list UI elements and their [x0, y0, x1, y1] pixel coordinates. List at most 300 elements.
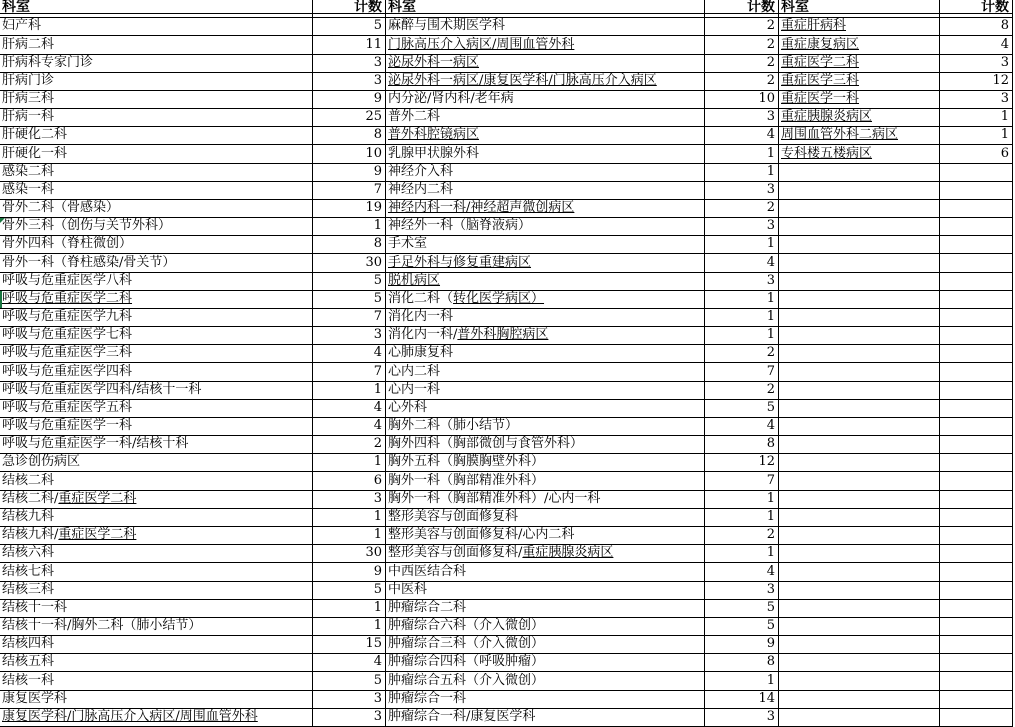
dept-label: 胸外二科（肺小结节） [388, 418, 519, 434]
dept-label: 心内二科 [388, 363, 441, 379]
count-cell[interactable]: 3 [705, 182, 779, 200]
count-cell[interactable]: 3 [705, 273, 779, 291]
count-cell[interactable]: 1 [313, 382, 386, 400]
dept-cell[interactable] [0, 691, 313, 709]
count-cell[interactable] [940, 472, 1013, 490]
dept-cell[interactable] [779, 618, 940, 636]
selection-bar [0, 291, 2, 308]
count-cell[interactable]: 4 [313, 654, 386, 672]
dept-cell[interactable] [386, 164, 705, 182]
count-cell[interactable]: 4 [705, 254, 779, 272]
dept-label: 中西医结合科 [388, 563, 467, 579]
dept-cell[interactable] [386, 618, 705, 636]
count-cell[interactable] [940, 436, 1013, 454]
dept-cell[interactable] [0, 164, 313, 182]
dept-cell[interactable] [386, 218, 705, 236]
dept-label: 呼吸与危重症医学四科/结核十一科 [2, 381, 202, 397]
dept-cell[interactable] [779, 55, 940, 73]
dept-label: 中医科 [388, 581, 428, 597]
dept-cell[interactable] [779, 709, 940, 727]
count-cell[interactable]: 3 [705, 709, 779, 727]
dept-cell[interactable] [779, 363, 940, 381]
count-cell[interactable]: 4 [705, 418, 779, 436]
dept-label: 结核七科 [2, 563, 55, 579]
dept-label: 手术室 [388, 236, 428, 252]
dept-cell[interactable] [0, 291, 313, 309]
dept-label: 肝病门诊 [2, 72, 55, 88]
dept-cell[interactable] [0, 418, 313, 436]
count-cell[interactable] [940, 454, 1013, 472]
count-cell[interactable] [940, 164, 1013, 182]
dept-label: 重症胰腺炎病区 [781, 109, 873, 125]
dept-cell[interactable] [779, 345, 940, 363]
dept-cell[interactable] [779, 291, 940, 309]
dept-label: 呼吸与危重症医学七科 [2, 327, 133, 343]
count-cell[interactable] [940, 509, 1013, 527]
count-cell[interactable]: 30 [313, 545, 386, 563]
dept-cell[interactable] [386, 182, 705, 200]
dept-cell[interactable] [0, 273, 313, 291]
dept-label: 结核三科 [2, 581, 55, 597]
count-cell[interactable] [940, 600, 1013, 618]
count-cell[interactable] [940, 709, 1013, 727]
dept-cell[interactable] [0, 145, 313, 163]
dept-cell[interactable] [0, 382, 313, 400]
dept-label: 泌尿外科一病区 [388, 54, 480, 70]
dept-cell[interactable] [0, 109, 313, 127]
count-cell[interactable]: 2 [705, 36, 779, 54]
count-cell[interactable] [940, 400, 1013, 418]
count-cell[interactable]: 5 [313, 672, 386, 690]
count-cell[interactable]: 2 [705, 345, 779, 363]
count-cell[interactable]: 1 [313, 618, 386, 636]
dept-cell[interactable] [0, 509, 313, 527]
dept-column-header[interactable]: 科室 [0, 0, 313, 18]
dept-cell[interactable] [386, 636, 705, 654]
count-column-header[interactable]: 计数 [940, 0, 1013, 18]
dept-cell[interactable] [779, 600, 940, 618]
dept-label: 胸外四科（胸部微创与食管外科） [388, 436, 584, 452]
dept-label: 重症康复病区 [781, 36, 860, 52]
dept-cell[interactable] [386, 527, 705, 545]
dept-label: 整形美容与创面修复科 [388, 508, 519, 524]
dept-cell[interactable] [386, 145, 705, 163]
dept-cell[interactable] [779, 472, 940, 490]
count-cell[interactable] [940, 382, 1013, 400]
dept-cell[interactable] [386, 454, 705, 472]
dept-cell[interactable] [0, 182, 313, 200]
dept-label: 整形美容与创面修复科/心内二科 [388, 527, 575, 543]
dept-cell[interactable] [779, 127, 940, 145]
count-cell[interactable] [940, 236, 1013, 254]
dept-label: 肿瘤综合三科（介入微创） [388, 636, 545, 652]
dept-label: 重症肝病科 [781, 18, 847, 34]
dept-label: 神经外一科（脑脊液病） [388, 218, 532, 234]
dept-label: 呼吸与危重症医学九科 [2, 309, 133, 325]
dept-cell[interactable] [386, 127, 705, 145]
count-cell[interactable]: 5 [313, 273, 386, 291]
count-cell[interactable]: 9 [313, 164, 386, 182]
dept-cell[interactable] [0, 18, 313, 36]
count-cell[interactable]: 1 [705, 491, 779, 509]
count-cell[interactable] [940, 582, 1013, 600]
dept-label: 肝病二科 [2, 36, 55, 52]
dept-cell[interactable] [0, 345, 313, 363]
count-cell[interactable] [940, 654, 1013, 672]
dept-cell[interactable] [0, 127, 313, 145]
dept-cell[interactable] [0, 654, 313, 672]
count-cell[interactable] [940, 527, 1013, 545]
count-cell[interactable]: 1 [705, 672, 779, 690]
dept-label: 神经内科一科/神经超声微创病区 [388, 200, 575, 216]
dept-cell[interactable] [779, 18, 940, 36]
count-cell[interactable]: 2 [705, 55, 779, 73]
count-column-header[interactable]: 计数 [705, 0, 779, 18]
count-cell[interactable]: 3 [940, 55, 1013, 73]
count-cell[interactable]: 3 [313, 327, 386, 345]
count-cell[interactable]: 8 [705, 436, 779, 454]
dept-label: 妇产科 [2, 18, 42, 34]
count-cell[interactable]: 5 [313, 18, 386, 36]
count-cell[interactable]: 4 [940, 36, 1013, 54]
dept-cell[interactable] [386, 545, 705, 563]
count-cell[interactable]: 1 [313, 454, 386, 472]
dept-label: 感染二科 [2, 163, 55, 179]
count-cell[interactable]: 3 [705, 582, 779, 600]
count-cell[interactable]: 1 [940, 127, 1013, 145]
dept-cell[interactable] [779, 672, 940, 690]
dept-label: 呼吸与危重症医学二科 [2, 290, 133, 306]
count-cell[interactable]: 1 [705, 164, 779, 182]
dept-cell[interactable] [779, 236, 940, 254]
count-cell[interactable]: 1 [313, 600, 386, 618]
dept-cell[interactable] [779, 218, 940, 236]
dept-cell[interactable] [386, 273, 705, 291]
dept-cell[interactable] [779, 436, 940, 454]
count-cell[interactable] [940, 200, 1013, 218]
count-cell[interactable] [940, 327, 1013, 345]
dept-cell[interactable] [779, 454, 940, 472]
count-cell[interactable]: 8 [940, 18, 1013, 36]
dept-cell[interactable] [0, 73, 313, 91]
count-cell[interactable]: 2 [705, 200, 779, 218]
dept-cell[interactable] [0, 400, 313, 418]
dept-label: 胸外一科（胸部精准外科）/心内一科 [388, 490, 601, 506]
dept-cell[interactable] [386, 600, 705, 618]
dept-cell[interactable] [386, 418, 705, 436]
count-cell[interactable] [940, 636, 1013, 654]
dept-cell[interactable] [386, 73, 705, 91]
dept-label: 肿瘤综合一科/康复医学科 [388, 708, 536, 724]
count-cell[interactable]: 10 [313, 145, 386, 163]
dept-label: 重症医学三科 [781, 72, 860, 88]
dept-cell[interactable] [779, 91, 940, 109]
dept-cell[interactable] [386, 563, 705, 581]
count-cell[interactable]: 4 [705, 127, 779, 145]
dept-cell[interactable] [779, 309, 940, 327]
count-cell[interactable]: 12 [705, 454, 779, 472]
dept-cell[interactable] [779, 545, 940, 563]
dept-cell[interactable] [386, 709, 705, 727]
count-cell[interactable]: 4 [313, 400, 386, 418]
dept-label: 康复医学科/门脉高压介入病区/周围血管外科 [2, 708, 258, 724]
dept-label: 肝病科专家门诊 [2, 54, 94, 70]
count-cell[interactable]: 5 [313, 291, 386, 309]
count-cell[interactable]: 1 [705, 309, 779, 327]
dept-cell[interactable] [386, 509, 705, 527]
count-cell[interactable]: 1 [313, 218, 386, 236]
dept-cell[interactable] [779, 563, 940, 581]
dept-cell[interactable] [386, 236, 705, 254]
dept-cell[interactable] [386, 291, 705, 309]
dept-cell[interactable] [0, 600, 313, 618]
dept-label: 呼吸与危重症医学一科 [2, 418, 133, 434]
count-cell[interactable]: 8 [705, 654, 779, 672]
dept-cell[interactable] [779, 491, 940, 509]
dept-cell[interactable] [779, 636, 940, 654]
count-cell[interactable]: 1 [313, 509, 386, 527]
dept-cell[interactable] [0, 254, 313, 272]
count-cell[interactable]: 2 [705, 527, 779, 545]
count-cell[interactable]: 1 [940, 109, 1013, 127]
count-cell[interactable]: 5 [313, 582, 386, 600]
count-cell[interactable]: 3 [313, 709, 386, 727]
count-cell[interactable] [940, 672, 1013, 690]
dept-label: 神经介入科 [388, 163, 454, 179]
count-cell[interactable]: 9 [705, 636, 779, 654]
dept-cell[interactable] [0, 709, 313, 727]
count-cell[interactable]: 3 [940, 91, 1013, 109]
dept-cell[interactable] [779, 654, 940, 672]
dept-cell[interactable] [0, 36, 313, 54]
dept-cell[interactable] [386, 55, 705, 73]
count-column-header[interactable]: 计数 [313, 0, 386, 18]
dept-cell[interactable] [386, 200, 705, 218]
dept-cell[interactable] [779, 382, 940, 400]
count-cell[interactable]: 6 [313, 472, 386, 490]
dept-cell[interactable] [779, 145, 940, 163]
dept-label: 重症医学二科 [781, 54, 860, 70]
dept-cell[interactable] [0, 55, 313, 73]
count-cell[interactable]: 3 [313, 491, 386, 509]
dept-cell[interactable] [779, 418, 940, 436]
dept-cell[interactable] [386, 654, 705, 672]
dept-cell[interactable] [386, 400, 705, 418]
dept-cell[interactable] [779, 582, 940, 600]
dept-label: 消化内一科 [388, 309, 454, 325]
dept-cell[interactable] [779, 36, 940, 54]
dept-cell[interactable] [386, 309, 705, 327]
count-cell[interactable] [940, 418, 1013, 436]
count-cell[interactable]: 7 [705, 363, 779, 381]
dept-cell[interactable] [779, 509, 940, 527]
count-cell[interactable]: 25 [313, 109, 386, 127]
dept-cell[interactable] [386, 472, 705, 490]
count-cell[interactable]: 1 [705, 327, 779, 345]
count-cell[interactable]: 2 [705, 73, 779, 91]
dept-cell[interactable] [0, 491, 313, 509]
count-cell[interactable]: 14 [705, 691, 779, 709]
dept-cell[interactable] [0, 618, 313, 636]
dept-label: 内分泌/肾内科/老年病 [388, 91, 514, 107]
dept-cell[interactable] [779, 400, 940, 418]
dept-label: 胸外五科（胸膜胸壁外科） [388, 454, 545, 470]
dept-cell[interactable] [0, 472, 313, 490]
dept-cell[interactable] [779, 73, 940, 91]
dept-cell[interactable] [386, 18, 705, 36]
dept-cell[interactable] [779, 327, 940, 345]
count-cell[interactable]: 12 [940, 73, 1013, 91]
dept-cell[interactable] [0, 236, 313, 254]
count-cell[interactable] [940, 218, 1013, 236]
dept-label: 骨外二科（骨感染） [2, 200, 120, 216]
dept-cell[interactable] [386, 363, 705, 381]
count-cell[interactable]: 3 [313, 55, 386, 73]
count-cell[interactable]: 3 [705, 109, 779, 127]
count-cell[interactable]: 5 [705, 618, 779, 636]
count-cell[interactable]: 9 [313, 91, 386, 109]
dept-cell[interactable] [779, 182, 940, 200]
count-cell[interactable]: 2 [705, 18, 779, 36]
count-cell[interactable]: 9 [313, 563, 386, 581]
dept-label: 肝病三科 [2, 91, 55, 107]
dept-cell[interactable] [0, 527, 313, 545]
count-cell[interactable]: 2 [313, 436, 386, 454]
count-cell[interactable]: 4 [313, 418, 386, 436]
count-cell[interactable]: 1 [705, 509, 779, 527]
count-cell[interactable]: 6 [940, 145, 1013, 163]
dept-label: 心外科 [388, 399, 428, 415]
count-cell[interactable] [940, 691, 1013, 709]
dept-cell[interactable] [0, 200, 313, 218]
dept-cell[interactable] [779, 164, 940, 182]
count-cell[interactable] [940, 182, 1013, 200]
count-cell[interactable]: 15 [313, 636, 386, 654]
dept-cell[interactable] [0, 454, 313, 472]
count-cell[interactable]: 3 [313, 73, 386, 91]
dept-label: 神经内二科 [388, 181, 454, 197]
count-cell[interactable]: 3 [313, 691, 386, 709]
dept-cell[interactable] [779, 254, 940, 272]
count-cell[interactable]: 1 [705, 145, 779, 163]
dept-cell[interactable] [779, 691, 940, 709]
count-cell[interactable]: 1 [705, 291, 779, 309]
dept-label: 呼吸与危重症医学三科 [2, 345, 133, 361]
dept-column-header[interactable]: 科室 [779, 0, 940, 18]
dept-cell[interactable] [386, 345, 705, 363]
dept-label: 消化内一科/普外科胸腔病区 [388, 327, 549, 343]
count-cell[interactable]: 1 [313, 527, 386, 545]
dept-label: 呼吸与危重症医学八科 [2, 272, 133, 288]
count-cell[interactable] [940, 273, 1013, 291]
count-cell[interactable] [940, 291, 1013, 309]
count-cell[interactable]: 5 [705, 400, 779, 418]
count-cell[interactable]: 4 [705, 563, 779, 581]
dept-cell[interactable] [0, 436, 313, 454]
count-cell[interactable] [940, 309, 1013, 327]
dept-label: 专科楼五楼病区 [781, 145, 873, 161]
count-cell[interactable]: 1 [705, 236, 779, 254]
dept-cell[interactable] [0, 582, 313, 600]
dept-label: 重症医学一科 [781, 91, 860, 107]
dept-cell[interactable] [0, 363, 313, 381]
count-cell[interactable] [940, 618, 1013, 636]
dept-cell[interactable] [0, 309, 313, 327]
count-cell[interactable]: 3 [705, 218, 779, 236]
count-cell[interactable] [940, 545, 1013, 563]
dept-label: 心内一科 [388, 381, 441, 397]
count-cell[interactable]: 1 [705, 545, 779, 563]
count-cell[interactable]: 7 [313, 363, 386, 381]
dept-label: 呼吸与危重症医学一科/结核十科 [2, 436, 189, 452]
dept-cell[interactable] [386, 672, 705, 690]
dept-cell[interactable] [0, 545, 313, 563]
dept-column-header[interactable]: 科室 [386, 0, 705, 18]
count-cell[interactable]: 11 [313, 36, 386, 54]
dept-label: 骨外一科（脊柱感染/骨关节） [2, 254, 176, 270]
dept-cell[interactable] [0, 327, 313, 345]
count-cell[interactable]: 4 [313, 345, 386, 363]
dept-cell[interactable] [0, 91, 313, 109]
error-triangle-icon [0, 218, 5, 223]
dept-cell[interactable] [779, 527, 940, 545]
count-cell[interactable] [940, 563, 1013, 581]
dept-cell[interactable] [386, 691, 705, 709]
dept-cell[interactable] [779, 109, 940, 127]
dept-label: 肿瘤综合五科（介入微创） [388, 672, 545, 688]
count-cell[interactable] [940, 491, 1013, 509]
count-cell[interactable]: 30 [313, 254, 386, 272]
dept-cell[interactable] [0, 672, 313, 690]
dept-cell[interactable] [386, 36, 705, 54]
count-cell[interactable] [940, 363, 1013, 381]
dept-cell[interactable] [386, 436, 705, 454]
count-cell[interactable]: 10 [705, 91, 779, 109]
dept-label: 结核四科 [2, 636, 55, 652]
count-cell[interactable] [940, 254, 1013, 272]
dept-cell[interactable] [386, 491, 705, 509]
dept-cell[interactable] [0, 636, 313, 654]
count-cell[interactable]: 2 [705, 382, 779, 400]
count-cell[interactable]: 19 [313, 200, 386, 218]
dept-cell[interactable] [779, 273, 940, 291]
dept-cell[interactable] [0, 563, 313, 581]
count-cell[interactable]: 7 [313, 182, 386, 200]
count-cell[interactable] [940, 345, 1013, 363]
dept-label: 脱机病区 [388, 272, 441, 288]
count-cell[interactable]: 5 [705, 600, 779, 618]
dept-cell[interactable] [386, 254, 705, 272]
dept-cell[interactable] [386, 582, 705, 600]
dept-label: 结核二科 [2, 472, 55, 488]
dept-cell[interactable] [0, 218, 313, 236]
dept-cell[interactable] [386, 109, 705, 127]
count-cell[interactable]: 7 [705, 472, 779, 490]
count-cell[interactable]: 8 [313, 127, 386, 145]
dept-cell[interactable] [386, 91, 705, 109]
dept-label: 呼吸与危重症医学四科 [2, 363, 133, 379]
dept-label: 结核二科/重症医学二科 [2, 490, 137, 506]
dept-label: 肝硬化二科 [2, 127, 68, 143]
dept-cell[interactable] [386, 327, 705, 345]
dept-cell[interactable] [779, 200, 940, 218]
dept-label: 泌尿外科一病区/康复医学科/门脉高压介入病区 [388, 72, 657, 88]
dept-label: 肿瘤综合一科 [388, 690, 467, 706]
dept-cell[interactable] [386, 382, 705, 400]
count-cell[interactable]: 8 [313, 236, 386, 254]
count-cell[interactable]: 7 [313, 309, 386, 327]
dept-label: 胸外一科（胸部精准外科） [388, 472, 545, 488]
